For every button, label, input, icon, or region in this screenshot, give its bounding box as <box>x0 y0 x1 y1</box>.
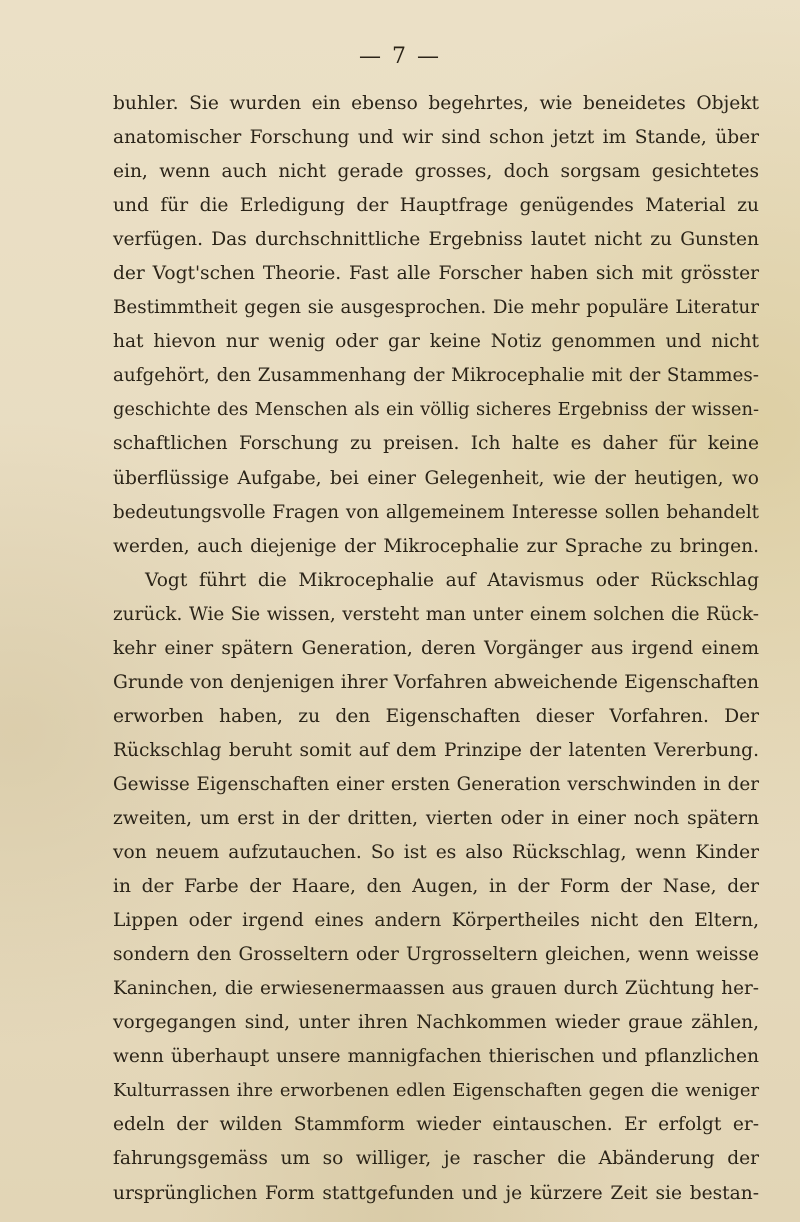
text-line: Gewisse Eigenschaften einer ersten Generation verschwinden in der <box>113 773 759 795</box>
text-line: anatomischer Forschung und wir sind schon jetzt im Stande, über <box>113 127 759 149</box>
text-line: fahrungsgemäss um so williger, je rascher die Abänderung der <box>113 1148 759 1170</box>
text-line: ursprünglichen Form stattgefunden und je kürzere Zeit sie bestan- <box>113 1182 759 1204</box>
text-line: ein, wenn auch nicht gerade grosses, doch sorgsam gesichtetes <box>113 161 759 183</box>
text-line: werden, auch diejenige der Mikrocephalie zur Sprache zu bringen. <box>113 535 759 557</box>
text-line: von neuem aufzutauchen. So ist es also Rückschlag, wenn Kinder <box>113 842 759 864</box>
text-line: sondern den Grosseltern oder Urgrosseltern gleichen, wenn weisse <box>113 944 759 966</box>
text-line: verfügen. Das durchschnittliche Ergebniss lautet nicht zu Gunsten <box>113 229 759 251</box>
text-line: edeln der wilden Stammform wieder eintauschen. Er erfolgt er- <box>113 1114 759 1136</box>
text-line: hat hievon nur wenig oder gar keine Notiz genommen und nicht <box>113 331 759 353</box>
text-line: Vogt führt die Mikrocephalie auf Atavismus oder Rückschlag <box>145 569 759 591</box>
text-line: überflüssige Aufgabe, bei einer Gelegenheit, wie der heutigen, wo <box>113 467 759 489</box>
body-text <box>113 87 759 1211</box>
text-line: Lippen oder irgend eines andern Körpertheiles nicht den Eltern, <box>113 910 759 932</box>
text-line: buhler. Sie wurden ein ebenso begehrtes, wie beneidetes Objekt <box>113 93 759 114</box>
text-line: der Vogt'schen Theorie. Fast alle Forscher haben sich mit grösster <box>113 263 759 285</box>
text-line: Kaninchen, die erwiesenermaassen aus grauen durch Züchtung her- <box>113 978 759 1000</box>
text-line: und für die Erledigung der Hauptfrage genügendes Material zu <box>113 195 759 217</box>
text-line: bedeutungsvolle Fragen von allgemeinem Interesse sollen behandelt <box>113 501 759 523</box>
text-line: Bestimmtheit gegen sie ausgesprochen. Die mehr populäre Literatur <box>113 297 759 319</box>
text-line: Kulturrassen ihre erworbenen edlen Eigenschaften gegen die weniger <box>113 1080 759 1102</box>
text-line: Grunde von denjenigen ihrer Vorfahren abweichende Eigenschaften <box>113 671 759 693</box>
text-line: aufgehört, den Zusammenhang der Mikrocephalie mit der Stammes- <box>113 365 759 387</box>
text-line: in der Farbe der Haare, den Augen, in der Form der Nase, der <box>113 876 759 898</box>
text-line: schaftlichen Forschung zu preisen. Ich halte es daher für keine <box>113 433 759 455</box>
text-line: wenn überhaupt unsere mannigfachen thierischen und pflanzlichen <box>113 1046 759 1068</box>
text-line: zweiten, um erst in der dritten, vierten oder in einer noch spätern <box>113 807 759 829</box>
text-line: zurück. Wie Sie wissen, versteht man unter einem solchen die Rück- <box>113 603 759 625</box>
text-line: kehr einer spätern Generation, deren Vorgänger aus irgend einem <box>113 637 759 659</box>
text-line: Rückschlag beruht somit auf dem Prinzipe der latenten Vererbung. <box>113 739 759 761</box>
text-line: vorgegangen sind, unter ihren Nachkommen wieder graue zählen, <box>113 1012 759 1034</box>
text-line: erworben haben, zu den Eigenschaften dieser Vorfahren. Der <box>113 705 759 727</box>
text-line: geschichte des Menschen als ein völlig sicheres Ergebniss der wissen- <box>113 399 759 421</box>
page-number: — 7 — <box>359 44 441 69</box>
